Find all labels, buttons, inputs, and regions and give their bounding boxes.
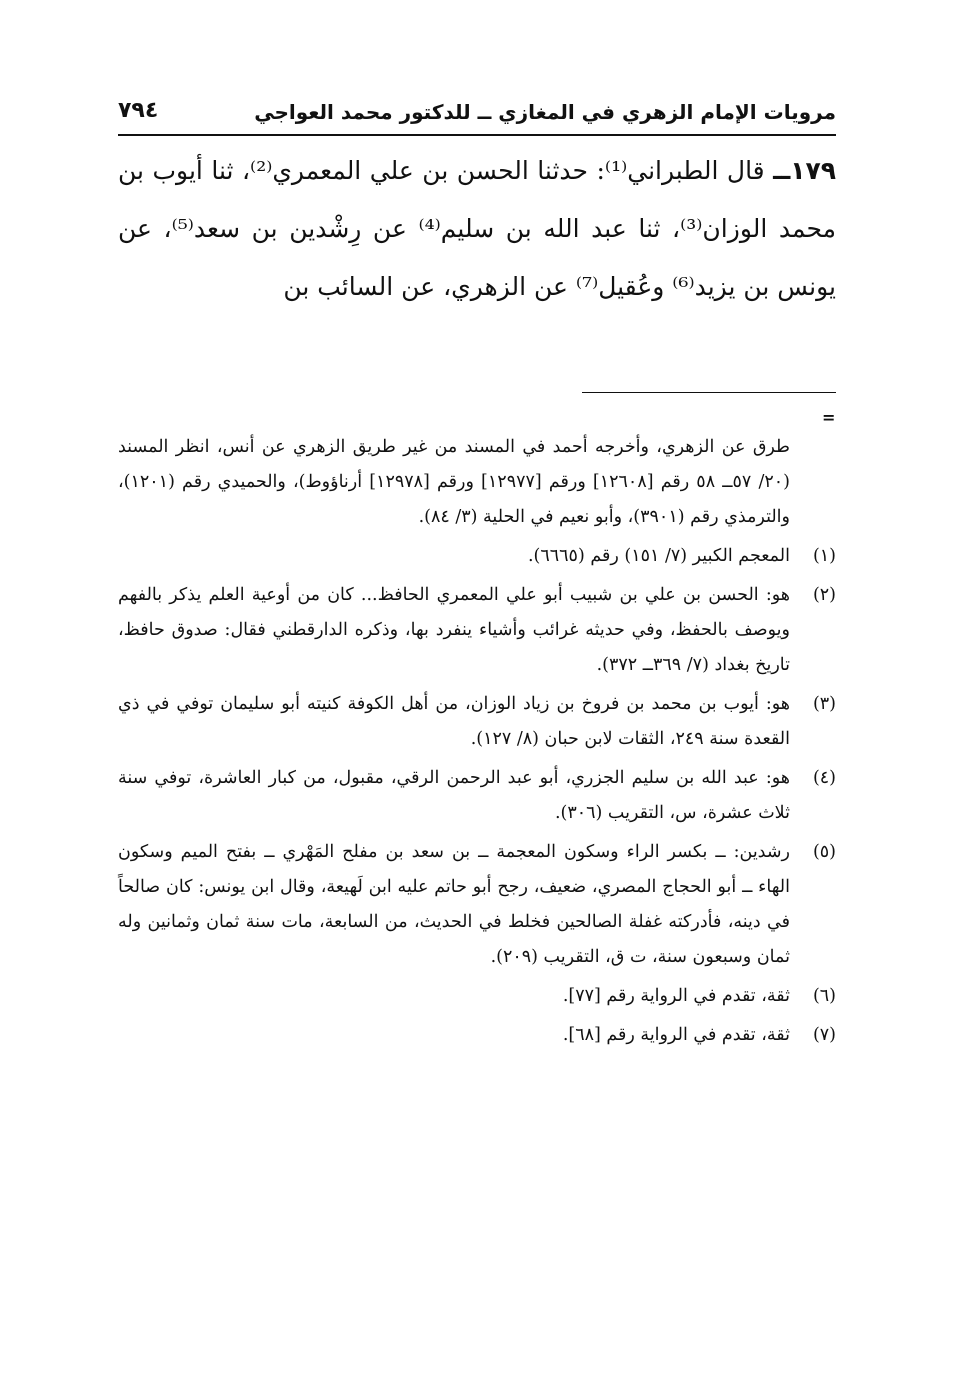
footnote-7 — [118, 1018, 836, 1053]
header-title: مرويات الإمام الزهري في المغازي ــ للدكتور محمد العواجي — [254, 100, 836, 124]
footnote-number: (١) — [812, 546, 836, 566]
hadith-text — [118, 142, 836, 316]
footnote-number: (٥) — [812, 842, 836, 862]
footnotes — [118, 430, 836, 1057]
footnote-text: هو: عبد الله بن سليم الجزري، أبو عبد الرحمن الرقي، مقبول، من كبار العاشرة، توفي سنة ثلاث عشرة، س، التقريب (٣٠٦). — [118, 768, 790, 823]
footnote-number: (٦) — [812, 986, 836, 1006]
footnote-text: رشدين: ــ بكسر الراء وسكون المعجمة ــ بن سعد بن مفلح المَهْري ــ بفتح الميم وسكون الهاء ــ أبو الحجاج المصري، ضعيف، رجح أبو حاتم عليه ابن لَهيعة، وقال ابن يونس: كان صالحاً في دينه، فأدركته غفلة الصالحين فخلط في الحديث، من السابعة، مات سنة ثمان وثمانين وله ثمان وسبعون سنة، ت ق، التقريب (٢٠٩). — [118, 842, 790, 967]
footnote-text: هو: أيوب بن محمد بن فروخ بن زياد الوزان، من أهل الكوفة كنيته أبو سليمان توفي في ذي القعدة سنة ٢٤٩، الثقات لابن حبان (٨/ ١٢٧). — [118, 694, 790, 749]
footnote-text: المعجم الكبير (٧/ ١٥١) رقم (٦٦٦٥). — [527, 546, 790, 566]
footnote-6 — [118, 979, 836, 1014]
footnote-2 — [118, 578, 836, 683]
footnote-number: (٧) — [812, 1025, 836, 1045]
footnote-number: (٢) — [812, 585, 836, 605]
footnote-number: (٣) — [812, 694, 836, 714]
page-number: ٧٩٤ — [118, 98, 159, 123]
footnote-text: هو: الحسن بن علي بن شبيب أبو علي المعمري الحافظ... كان من أوعية العلم يذكر بالفهم ويوصف بالحفظ، وفي حديثه غرائب وأشياء ينفرد بها، وذكره الدارقطني فقال: صدوق حافظ، تاريخ بغداد (٧/ ٣٦٩ــ ٣٧٢). — [118, 585, 790, 675]
footnote-1 — [118, 539, 836, 574]
running-header — [118, 92, 836, 136]
hadith-number: ١٧٩ــ — [773, 156, 837, 185]
footnote-5 — [118, 835, 836, 975]
footnote-4 — [118, 761, 836, 831]
footnote-text: ثقة، تقدم في الرواية رقم [٧٧]. — [562, 986, 790, 1006]
footnote-continuation-mark: = — [822, 408, 836, 427]
footnote-continuation: طرق عن الزهري، وأخرجه أحمد في المسند من غير طريق الزهري عن أنس، انظر المسند (٢٠/ ٥٧ــ ٥٨ رقم [١٢٦٠٨] ورقم [١٢٩٧٧] ورقم [١٢٩٧٨] أرناؤوط)، والحميدي رقم (١٢٠١)، والترمذي رقم (٣٩٠١)، وأبو نعيم في الحلية (٣/ ٨٤). — [118, 437, 790, 527]
footnote-number: (٤) — [812, 768, 836, 788]
footnote-3 — [118, 687, 836, 757]
footnote-text: ثقة، تقدم في الرواية رقم [٦٨]. — [562, 1025, 790, 1045]
hadith-body: قال الطبراني⁽¹⁾: حدثنا الحسن بن علي المعمري⁽²⁾، ثنا أيوب بن محمد الوزان⁽³⁾، ثنا عبد الله بن سليم⁽⁴⁾ عن رِشْدين بن سعد⁽⁵⁾، عن يونس بن يزيد⁽⁶⁾ وعُقيل⁽⁷⁾ عن الزهري، عن السائب بن — [118, 156, 836, 301]
footnote-divider — [582, 392, 836, 393]
